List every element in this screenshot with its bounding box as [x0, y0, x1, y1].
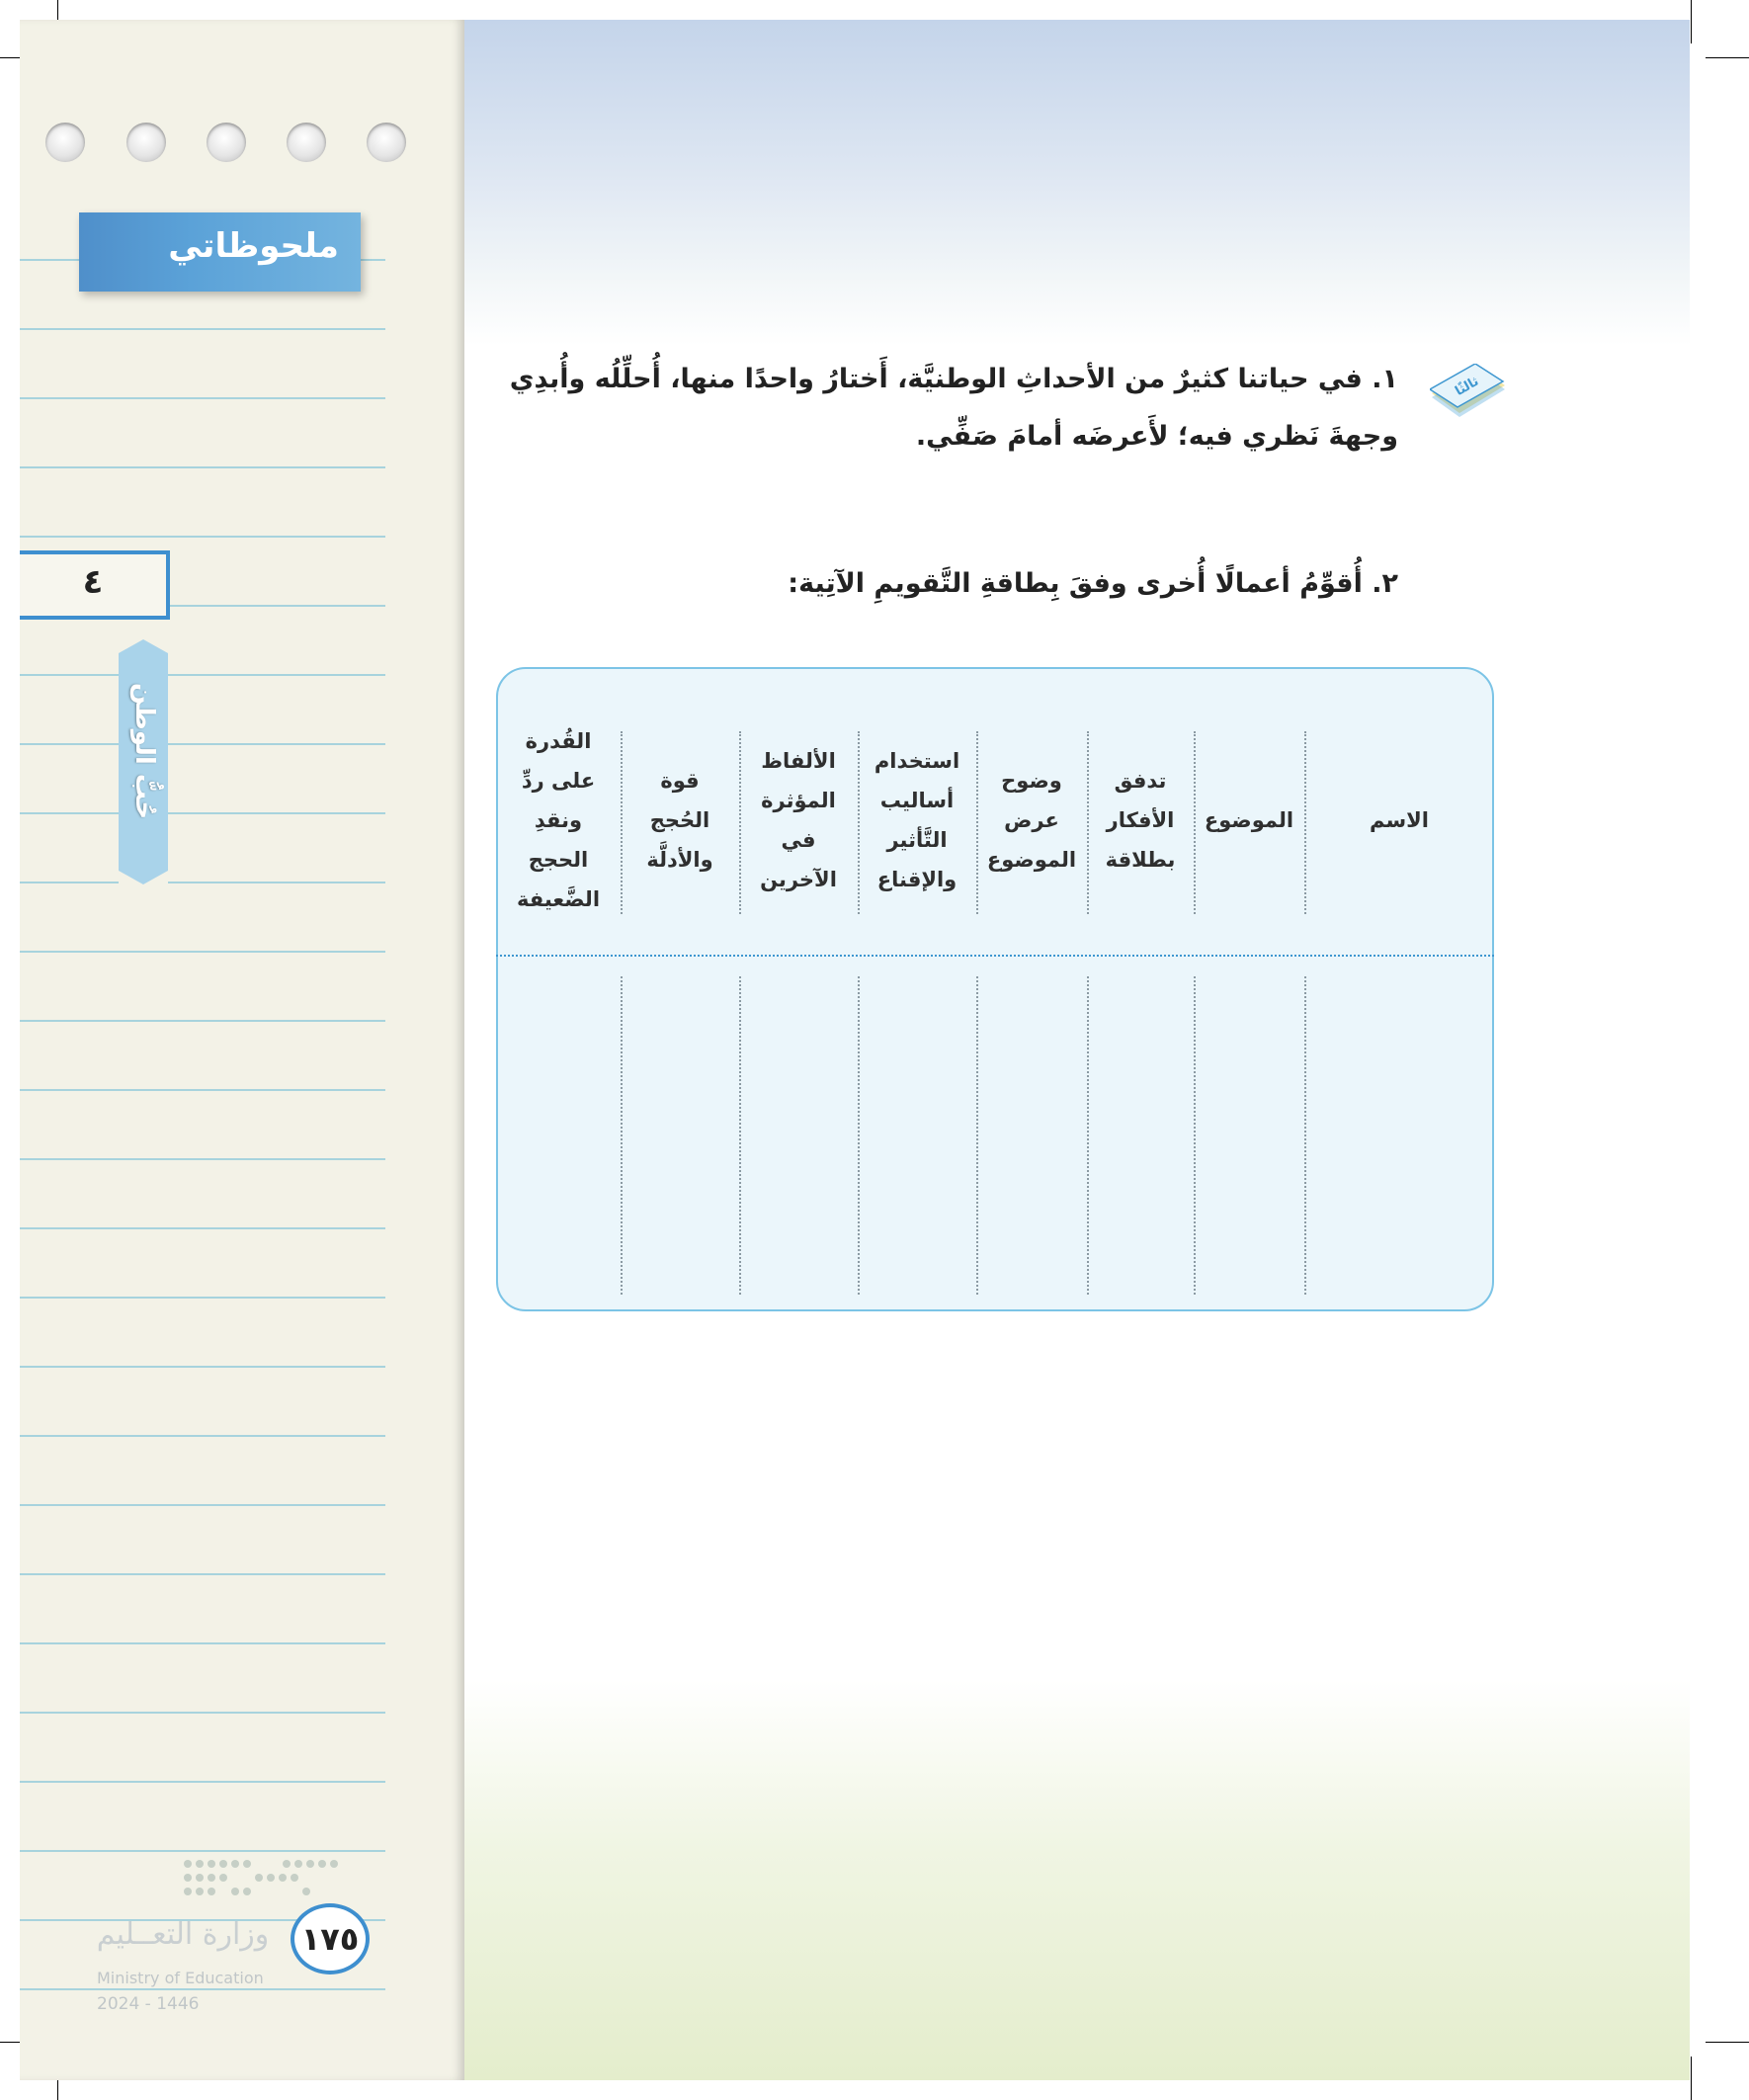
column-separator [976, 731, 978, 914]
note-line [20, 1988, 385, 1990]
note-line [20, 951, 385, 953]
unit-number-box [20, 550, 170, 620]
unit-title: حُبُّ الوطن [129, 682, 159, 820]
column-header-line: والأدلَّة [646, 848, 713, 872]
column-header-line: المؤثرة [761, 789, 836, 812]
note-line [20, 1020, 385, 1022]
question-2: ٢. أُقوِّمُ أعمالًا أُخرى وفقَ بِطاقةِ التَّقويمِ الآتِية: [788, 568, 1398, 599]
column-separator [739, 731, 741, 914]
column-separator [1194, 976, 1196, 1295]
ministry-logo-icon [178, 1856, 356, 1905]
column-header-line: الألفاظ [761, 749, 836, 773]
column-separator [621, 976, 623, 1295]
section-badge [1430, 364, 1507, 423]
note-line [20, 812, 385, 814]
note-line [20, 743, 385, 745]
column-separator [1087, 731, 1089, 914]
binder-hole [367, 123, 406, 162]
table-header-divider [496, 955, 1494, 957]
column-header-line: بطلاقة [1105, 848, 1176, 872]
ribbon-notch [119, 871, 168, 884]
binder-hole [287, 123, 326, 162]
note-line [20, 536, 385, 538]
note-line [20, 1297, 385, 1299]
binder-hole [207, 123, 246, 162]
crop-mark [1691, 2057, 1692, 2100]
column-header-line: ونقدِ [534, 808, 583, 832]
crop-mark [1691, 0, 1692, 43]
question-1-line-2: وجهةَ نَظري فيه؛ لأَعرضَه أمامَ صَفِّي. [915, 421, 1398, 452]
binder-hole [126, 123, 166, 162]
crop-mark [1706, 2042, 1749, 2043]
column-separator [858, 731, 860, 914]
column-header-line: التَّأثير [886, 828, 948, 852]
column-header-line: في [781, 828, 816, 852]
section-badge-label: ثالثًا [1453, 374, 1482, 400]
note-line [20, 397, 385, 399]
binder-hole [45, 123, 85, 162]
note-line [20, 674, 385, 676]
note-line [20, 1089, 385, 1091]
note-line [20, 1366, 385, 1368]
column-header-line: قوة [660, 769, 700, 793]
note-line [20, 328, 385, 330]
column-header-line: تدفق [1114, 769, 1167, 793]
note-line [20, 882, 385, 883]
column-header-line: على ردِّ [521, 769, 596, 793]
edition-year: 2024 - 1446 [97, 1994, 200, 2014]
notes-banner [79, 212, 361, 292]
column-header-line: أساليب [879, 789, 955, 812]
note-line [20, 1642, 385, 1644]
column-header [621, 761, 739, 880]
column-header-line: الضَّعيفة [516, 887, 601, 911]
column-header-line: الحجج [528, 848, 589, 872]
column-header [739, 741, 858, 899]
column-separator [621, 731, 623, 914]
ministry-name-en: Ministry of Education [97, 1969, 264, 1987]
note-line [20, 1573, 385, 1575]
note-line [20, 1712, 385, 1714]
column-header-line: القُدرة [525, 729, 592, 753]
column-header [976, 761, 1087, 880]
note-line [20, 1158, 385, 1160]
column-header-line: الموضوع [986, 848, 1077, 872]
ministry-name-ar: وزارة التعــليم [96, 1917, 270, 1952]
note-line [20, 1850, 385, 1852]
column-header-line: والإقناع [876, 868, 958, 891]
column-separator [1304, 976, 1306, 1295]
column-separator [1194, 731, 1196, 914]
notes-title: ملحوظاتي [168, 226, 339, 266]
column-header-line: الأفكار [1106, 808, 1175, 832]
note-line [20, 1435, 385, 1437]
column-header-line: وضوح [1001, 769, 1062, 793]
column-header [1194, 800, 1304, 840]
column-separator [1304, 731, 1306, 914]
column-header [1087, 761, 1194, 880]
question-1-line-1: ١. في حياتنا كثيرٌ من الأحداثِ الوطنيَّة، أَختارُ واحدًا منها، أُحلِّلُه وأُبدِي [509, 364, 1398, 394]
note-line [20, 1781, 385, 1783]
column-header [1304, 800, 1494, 840]
note-line [20, 1227, 385, 1229]
note-line [20, 466, 385, 468]
column-header-line: الموضوع [1204, 808, 1294, 832]
column-header-line: عرض [1004, 808, 1059, 832]
column-header [858, 741, 976, 899]
unit-number: ٤ [82, 562, 104, 602]
column-header-line: الاسم [1370, 808, 1429, 832]
page-number: ١٧٥ [291, 1903, 370, 1974]
ribbon-notch [119, 639, 168, 653]
note-line [20, 1504, 385, 1506]
crop-mark [1706, 57, 1749, 58]
column-separator [739, 976, 741, 1295]
column-separator [858, 976, 860, 1295]
column-header [496, 721, 621, 919]
column-header-line: استخدام [874, 749, 960, 773]
column-header-line: الحُجج [649, 808, 710, 832]
column-separator [976, 976, 978, 1295]
column-separator [1087, 976, 1089, 1295]
column-header-line: الآخرين [760, 868, 837, 891]
